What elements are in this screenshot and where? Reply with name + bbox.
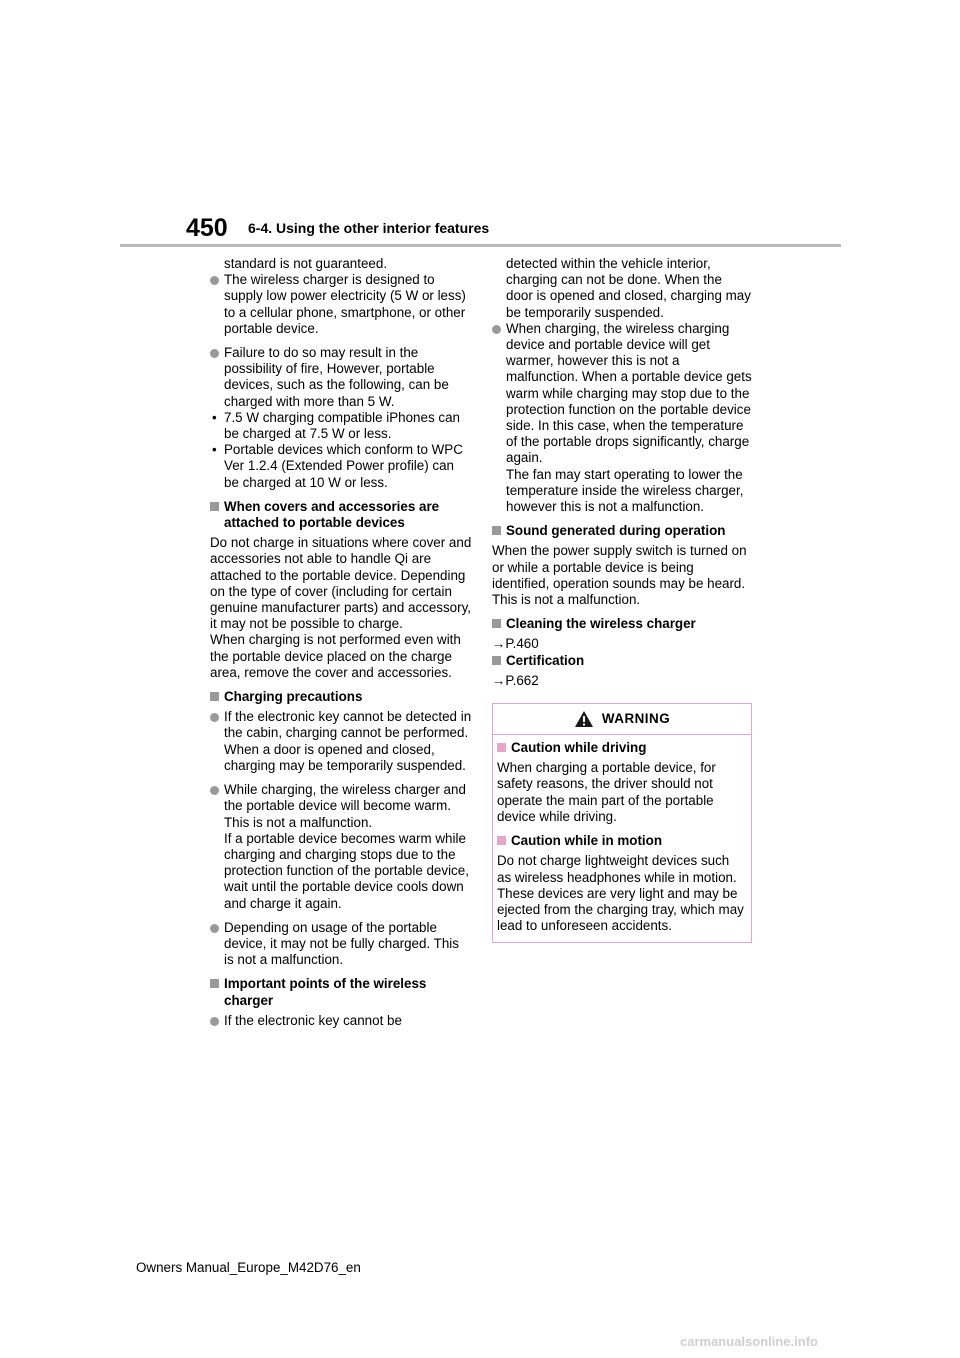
heading-important: Important points of the wireless charger	[210, 976, 472, 1008]
warning-title: WARNING	[601, 710, 671, 726]
bullet-dot-icon	[210, 786, 219, 795]
heading-sound: Sound generated during operation	[492, 523, 752, 539]
covers-text-2: When charging is not performed even with the portable device placed on the charge area, remove the cover and accessories.	[210, 632, 461, 680]
bullet-failure: Failure to do so may result in the possibility of fire, However, portable devices, such as the following, can be charged with more than 5 W. • 7.5 W charging compatible iPhones can be charged at 7.5 W or less. • Portable devices which conform to WPC Ver 1.2.4 (Extended Power profile) can be charged at 10 W or less.	[210, 345, 472, 491]
bullet-key-2: If the electronic key cannot be	[210, 1013, 472, 1029]
heading-caution-motion: Caution while in motion	[497, 833, 747, 849]
watermark: carmanualsonline.info	[680, 1334, 818, 1349]
bullet-dot-icon	[210, 349, 219, 358]
dash-item-wpc: • Portable devices which conform to WPC Ver 1.2.4 (Extended Power profile) can be charged at 10 W or less.	[212, 442, 463, 490]
square-bullet-icon	[492, 656, 501, 665]
left-column	[210, 256, 472, 1037]
sound-text: When the power supply switch is turned on or while a portable device is being identified, operation sounds may be heard. This is not a malfunction.	[492, 543, 747, 608]
bullet-dot-icon	[210, 924, 219, 933]
caution-motion-text: Do not charge lightweight devices such as wireless headphones while in motion. These devices are very light and may be ejected from the charging tray, which may lead to unforeseen accidents.	[497, 853, 744, 934]
bullet-key: If the electronic key cannot be detected in the cabin, charging cannot be performed. When a door is opened and closed, charging may be temporarily suspended.	[210, 709, 472, 774]
square-bullet-icon	[492, 619, 501, 628]
bullet-dot-icon	[210, 276, 219, 285]
continued-text: detected within the vehicle interior, charging can not be done. When the door is opened and closed, charging may be temporarily suspended.	[506, 256, 751, 320]
bullet-point-icon: •	[212, 409, 217, 425]
section-title: 6-4. Using the other interior features	[248, 220, 490, 236]
dash-item-iphones: • 7.5 W charging compatible iPhones can be charged at 7.5 W or less.	[212, 409, 460, 442]
bullet-usage: Depending on usage of the portable device, it may not be fully charged. This is not a malfunction.	[210, 920, 472, 969]
cleaning-page-link[interactable]: →P.460	[492, 636, 539, 652]
square-bullet-icon	[497, 743, 506, 752]
footer-manual-id: Owners Manual_Europe_M42D76_en	[136, 1260, 361, 1275]
certification-page-link[interactable]: →P.662	[492, 672, 539, 688]
warning-body	[493, 735, 751, 942]
bullet-dot-icon	[492, 325, 501, 334]
caution-driving-text: When charging a portable device, for safety reasons, the driver should not operate the main part of the portable device while driving.	[497, 760, 716, 824]
square-bullet-icon	[210, 979, 219, 988]
header-rule	[120, 244, 841, 247]
heading-covers: When covers and accessories are attached to portable devices	[210, 499, 472, 531]
continued-text: standard is not guaranteed.	[224, 256, 388, 271]
bullet-dot-icon	[210, 1017, 219, 1026]
heading-cleaning: Cleaning the wireless charger	[492, 616, 752, 632]
bullet-low-power: The wireless charger is designed to supply low power electricity (5 W or less) to a cellular phone, smartphone, or other portable device.	[210, 272, 472, 337]
bullet-charging-warm: When charging, the wireless charging device and portable device will get warmer, however this is not a malfunction. When a portable device gets warm while charging may stop due to the protection function on the portable device side. In this case, when the temperature of the portable drops significantly, charge again. The fan may start operating to lower the temperature inside the wireless charger, however this is not a malfunction.	[492, 321, 752, 515]
square-bullet-icon	[497, 836, 506, 845]
right-column	[492, 256, 752, 951]
covers-text: Do not charge in situations where cover and accessories not able to handle Qi are attached to the portable device. Depending on the type of cover (including for certain genuine manufacturer parts) and accessory, it may not be possible to charge.	[210, 535, 472, 632]
heading-certification: Certification	[492, 653, 752, 669]
heading-caution-driving: Caution while driving	[497, 740, 747, 756]
square-bullet-icon	[210, 502, 219, 511]
bullet-dot-icon	[210, 713, 219, 722]
warning-box	[492, 703, 752, 943]
page-number: 450	[186, 214, 228, 242]
square-bullet-icon	[492, 526, 501, 535]
warning-triangle-icon	[574, 710, 594, 728]
bullet-point-icon: •	[212, 442, 217, 458]
heading-precautions: Charging precautions	[210, 689, 472, 705]
warning-header	[493, 704, 751, 735]
square-bullet-icon	[210, 692, 219, 701]
bullet-warm: While charging, the wireless charger and the portable device will become warm. This is not a malfunction. If a portable device becomes warm while charging and charging stops due to the protection function of the portable device, wait until the portable device cools down and charge it again.	[210, 782, 472, 912]
